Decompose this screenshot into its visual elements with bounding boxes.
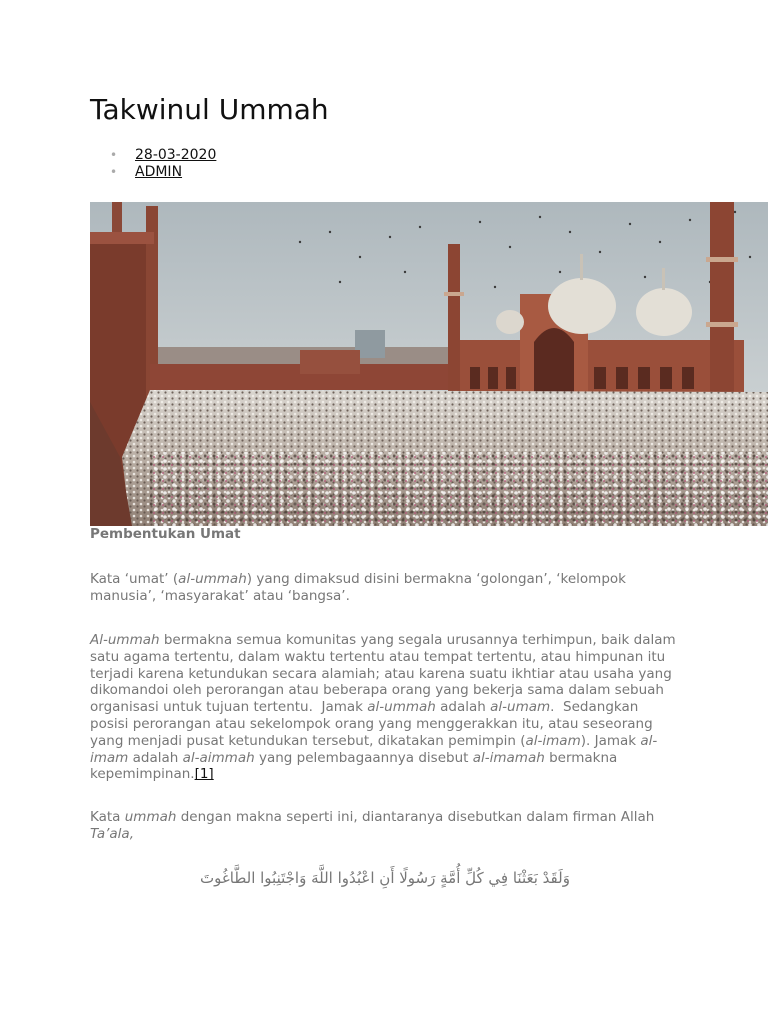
post-meta-list	[110, 147, 216, 181]
post-author-link[interactable]: ADMIN	[135, 164, 183, 180]
hero-image	[90, 202, 768, 526]
post-date-item	[110, 147, 216, 164]
paragraph-quran-intro: Kata ummah dengan makna seperti ini, diantaranya disebutkan dalam firman Allah Ta’ala,	[90, 809, 655, 842]
arabic-verse: وَلَقَدْ بَعَثْنَا فِي كُلِّ أُمَّةٍ رَسُولًا أَنِ اعْبُدُوا اللَّهَ وَاجْتَنِبُوا الطَّاغُوتَ	[200, 869, 570, 887]
image-caption: Pembentukan Umat	[90, 526, 241, 542]
paragraph-definition: Al-ummah bermakna semua komunitas yang segala urusannya terhimpun, baik dalam satu agama tertentu, dalam waktu tertentu atau tempat tertentu, atau himpunan itu terjadi karena ketundukan secara alamiah; atau karena suatu ikhtiar atau usaha yang dikomandoi oleh perorangan atau beberapa orang yang bekerja sama dalam sebuah organisasi untuk tujuan tertentu. Jamak al-ummah adalah al-umam. Sedangkan posisi perorangan atau sekelompok orang yang menggerakkan itu, atau seseorang yang menjadi pusat ketundukan tersebut, dikatakan pemimpin (al-imam). Jamak al-imam adalah al-aimmah yang pelembagaannya disebut al-imamah bermakna kepemimpinan.[1]	[90, 632, 676, 783]
paragraph-intro: Kata ‘umat’ (al-ummah) yang dimaksud disini bermakna ‘golongan’, ‘kelompok manusia’, ‘masyarakat’ atau ‘bangsa’.	[90, 571, 626, 604]
post-date-link[interactable]: 28-03-2020	[135, 147, 217, 163]
bullet-icon: •	[110, 148, 118, 162]
footnote-link[interactable]: [1]	[194, 766, 214, 783]
bullet-icon: •	[110, 165, 118, 179]
post-author-item	[110, 164, 216, 181]
page-title: Takwinul Ummah	[90, 93, 329, 126]
